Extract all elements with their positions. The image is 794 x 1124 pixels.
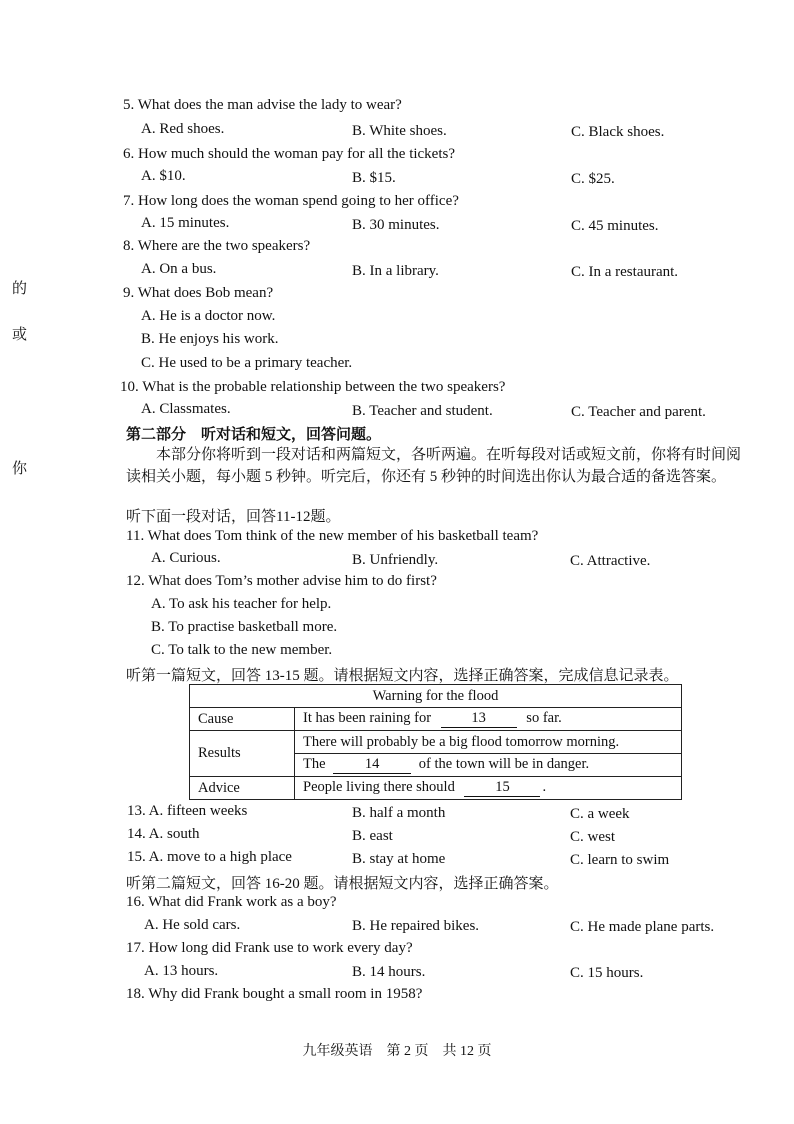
question-7-option-c: C. 45 minutes. [571,218,659,234]
blank-15: 15 [464,779,540,797]
table-title: Warning for the flood [190,685,682,708]
question-6-option-c: C. $25. [571,171,615,187]
question-9-option-b: B. He enjoys his work. [141,331,279,347]
question-7-stem: 7. How long does the woman spend going to her office? [123,193,459,209]
results-text: The [303,756,326,772]
question-14-option-c: C. west [570,829,615,845]
question-17-stem: 17. How long did Frank use to work every day? [126,940,413,956]
passage-2-instruction: 听第二篇短文，回答 16-20 题。请根据短文内容，选择正确答案。 [126,876,559,892]
blank-14: 14 [333,756,411,774]
results-line-2 [295,754,682,777]
question-9-stem: 9. What does Bob mean? [123,285,274,301]
dialog-instruction: 听下面一段对话，回答11-12题。 [126,509,341,525]
question-11-option-b: B. Unfriendly. [352,552,439,568]
question-17-option-a: A. 13 hours. [144,963,219,979]
question-12-stem: 12. What does Tom’s mother advise him to do first? [126,573,437,589]
cause-label: Cause [190,708,295,731]
question-16-option-b: B. He repaired bikes. [352,918,480,934]
question-10-option-c: C. Teacher and parent. [571,404,706,420]
question-18-stem: 18. Why did Frank bought a small room in 1958? [126,986,423,1002]
question-8-option-c: C. In a restaurant. [571,264,679,280]
question-7-option-b: B. 30 minutes. [352,217,440,233]
question-8-stem: 8. Where are the two speakers? [123,238,311,254]
results-text-end: of the town will be in danger. [418,756,590,772]
cause-text-end: so far. [526,710,562,726]
question-11-option-c: C. Attractive. [570,553,651,569]
question-10-stem: 10. What is the probable relationship between the two speakers? [120,379,506,395]
question-15-option-b: B. stay at home [352,851,446,867]
cause-cell [295,708,682,731]
question-12-option-b: B. To practise basketball more. [151,619,338,635]
question-16-option-c: C. He made plane parts. [570,919,715,935]
question-13-option-b: B. half a month [352,805,446,821]
question-6-option-b: B. $15. [352,170,396,186]
question-17-option-b: B. 14 hours. [352,964,426,980]
question-16-option-a: A. He sold cars. [144,917,241,933]
question-9-option-a: A. He is a doctor now. [141,308,276,324]
part-2-title: 第二部分 听对话和短文，回答问题。 [126,427,382,443]
margin-char: 的 [12,281,28,297]
results-label: Results [190,731,295,777]
question-15-option-a: 15. A. move to a high place [127,849,292,865]
question-17-option-c: C. 15 hours. [570,965,644,981]
cause-text: It has been raining for [303,710,432,726]
question-8-option-a: A. On a bus. [141,261,217,277]
question-6-stem: 6. How much should the woman pay for all the tickets? [123,146,456,162]
question-13-option-c: C. a week [570,806,630,822]
passage-1-instruction: 听第一篇短文，回答 13-15 题。请根据短文内容，选择正确答案，完成信息记录表。 [126,668,679,684]
question-11-option-a: A. Curious. [151,550,221,566]
question-7-option-a: A. 15 minutes. [141,215,230,231]
margin-char: 你 [12,461,28,477]
page-footer: 九年级英语 第 2 页 共 12 页 [302,1044,492,1059]
margin-char: 或 [12,327,28,343]
question-11-stem: 11. What does Tom think of the new member of his basketball team? [126,528,539,544]
question-5-option-c: C. Black shoes. [571,124,665,140]
question-13-option-a: 13. A. fifteen weeks [127,803,248,819]
advice-cell [295,777,682,800]
question-14-option-b: B. east [352,828,393,844]
advice-text-end: . [542,779,547,795]
flood-warning-table [189,684,682,800]
question-12-option-c: C. To talk to the new member. [151,642,333,658]
question-10-option-a: A. Classmates. [141,401,231,417]
results-line-1: There will probably be a big flood tomorrow morning. [295,731,682,754]
question-12-option-a: A. To ask his teacher for help. [151,596,332,612]
part-2-intro: 本部分你将听到一段对话和两篇短文，各听两遍。在听每段对话或短文前，你将有时间阅读相关小题，每小题 5 秒钟。听完后，你还有 5 秒钟的时间选出你认为最合适的备选答案。 [126,447,742,485]
advice-label: Advice [190,777,295,800]
question-8-option-b: B. In a library. [352,263,439,279]
blank-13: 13 [441,710,517,728]
question-14-option-a: 14. A. south [127,826,200,842]
question-15-option-c: C. learn to swim [570,852,670,868]
advice-text: People living there should [303,779,455,795]
question-16-stem: 16. What did Frank work as a boy? [126,894,337,910]
question-9-option-c: C. He used to be a primary teacher. [141,355,353,371]
question-6-option-a: A. $10. [141,168,186,184]
question-5-stem: 5. What does the man advise the lady to wear? [123,97,402,113]
question-10-option-b: B. Teacher and student. [352,403,493,419]
question-5-option-b: B. White shoes. [352,123,447,139]
question-5-option-a: A. Red shoes. [141,121,225,137]
